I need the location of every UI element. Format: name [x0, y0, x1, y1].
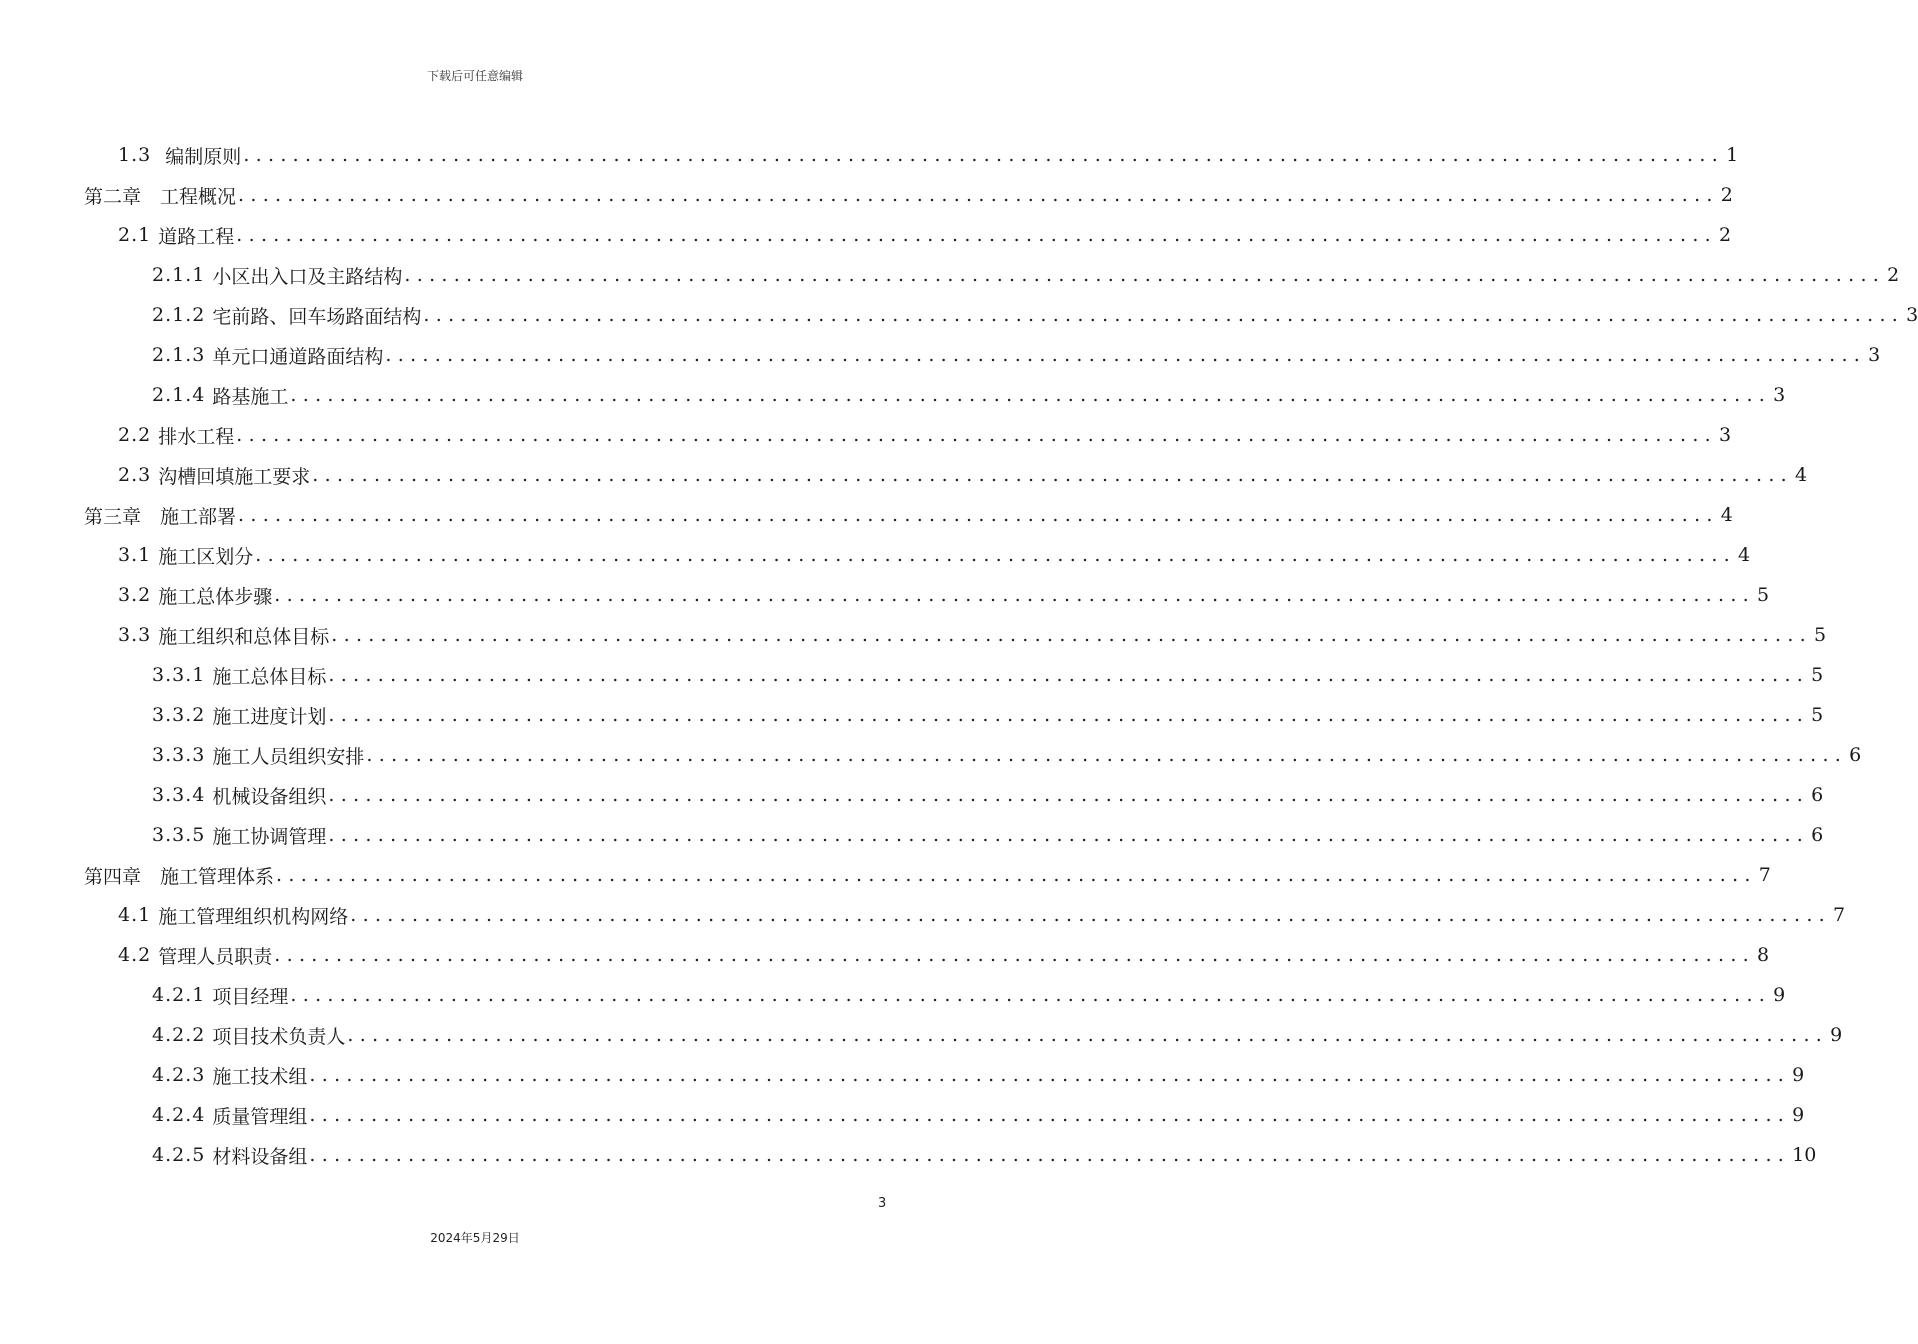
toc-entry-number: 3.3.1	[152, 664, 213, 686]
toc-entry-page: 6	[1811, 784, 1824, 806]
toc-entry[interactable]	[0, 215, 1732, 255]
toc-entry[interactable]	[0, 1055, 1805, 1095]
toc-entry[interactable]	[0, 575, 1770, 615]
toc-entry-number: 2.1	[118, 224, 159, 246]
toc-entry[interactable]	[0, 1135, 1817, 1175]
toc-leader-dots: ........................................................................................................................	[274, 584, 1756, 606]
toc-leader-dots: ........................................................................................................................	[290, 384, 1772, 406]
toc-entry-page: 7	[1833, 904, 1846, 926]
toc-entry-title: 第四章 施工管理体系	[84, 865, 275, 888]
toc-entry-title: 机械设备组织	[212, 785, 327, 808]
toc-entry-page: 6	[1849, 744, 1862, 766]
toc-entry-page: 4	[1795, 464, 1808, 486]
toc-entry-number: 4.2.3	[152, 1064, 213, 1086]
toc-entry-page: 9	[1792, 1064, 1805, 1086]
toc-entry-page: 4	[1738, 544, 1751, 566]
toc-entry-page: 9	[1792, 1104, 1805, 1126]
toc-entry-title: 项目经理	[212, 985, 289, 1008]
toc-entry-title: 道路工程	[158, 225, 235, 248]
toc-entry-number: 2.1.1	[152, 264, 213, 286]
toc-entry-title: 单元口通道路面结构	[212, 345, 384, 368]
toc-entry-number: 4.1	[118, 904, 159, 926]
toc-entry-page: 2	[1719, 224, 1732, 246]
toc-entry[interactable]	[0, 255, 1900, 295]
toc-entry-number: 3.3.5	[152, 824, 213, 846]
toc-entry-page: 8	[1757, 944, 1770, 966]
toc-entry-page: 3	[1773, 384, 1786, 406]
toc-entry[interactable]	[0, 735, 1862, 775]
toc-entry-page: 5	[1757, 584, 1770, 606]
toc-entry[interactable]	[0, 175, 1733, 215]
toc-leader-dots: ........................................................................................................................	[328, 824, 1810, 846]
toc-entry[interactable]	[0, 615, 1827, 655]
toc-entry-title: 管理人员职责	[158, 945, 273, 968]
toc-entry-title: 质量管理组	[212, 1105, 308, 1128]
toc-leader-dots: ........................................................................................................................	[276, 864, 1757, 886]
toc-entry-title: 项目技术负责人	[212, 1025, 346, 1048]
toc-leader-dots: ........................................................................................................................	[238, 184, 1719, 206]
toc-entry[interactable]	[0, 695, 1824, 735]
toc-entry-number: 2.1.4	[152, 384, 213, 406]
toc-entry-page: 3	[1906, 304, 1918, 326]
toc-entry-number: 2.3	[118, 464, 159, 486]
toc-entry-title: 施工组织和总体目标	[158, 625, 330, 648]
toc-leader-dots: ........................................................................................................................	[243, 144, 1725, 166]
toc-leader-dots: ........................................................................................................................	[328, 664, 1810, 686]
toc-entry-title: 施工技术组	[212, 1065, 308, 1088]
header-note: 下载后可任意编辑	[426, 69, 523, 83]
toc-entry-page: 1	[1726, 144, 1739, 166]
toc-leader-dots: ........................................................................................................................	[312, 464, 1794, 486]
toc-leader-dots: ........................................................................................................................	[404, 264, 1886, 286]
toc-entry-page: 5	[1811, 704, 1824, 726]
toc-entry[interactable]	[0, 655, 1824, 695]
toc-entry-title: 施工管理组织机构网络	[158, 905, 349, 928]
toc-entry[interactable]	[0, 1015, 1843, 1055]
toc-entry-page: 5	[1814, 624, 1827, 646]
toc-entry[interactable]	[0, 815, 1824, 855]
toc-entry-page: 2	[1720, 184, 1733, 206]
toc-leader-dots: ........................................................................................................................	[309, 1104, 1791, 1126]
toc-entry[interactable]	[0, 775, 1824, 815]
toc-leader-dots: ........................................................................................................................	[385, 344, 1867, 366]
toc-entry-title: 施工区划分	[158, 545, 254, 568]
toc-entry-title: 路基施工	[212, 385, 289, 408]
toc-entry[interactable]	[0, 495, 1733, 535]
toc-leader-dots: ........................................................................................................................	[309, 1144, 1791, 1166]
footer-date: 2024年5月29日	[430, 1231, 520, 1245]
toc-entry-title: 沟槽回填施工要求	[158, 465, 311, 488]
toc-entry-number: 2.2	[118, 424, 159, 446]
toc-entry[interactable]	[0, 335, 1881, 375]
toc-entry-number: 4.2	[118, 944, 159, 966]
toc-leader-dots: ........................................................................................................................	[423, 304, 1905, 326]
toc-entry-number: 3.1	[118, 544, 159, 566]
toc-entry-title: 宅前路、回车场路面结构	[212, 305, 422, 328]
toc-leader-dots: ........................................................................................................................	[236, 224, 1718, 246]
toc-entry-title: 编制原则	[165, 145, 242, 168]
toc-leader-dots: ........................................................................................................................	[331, 624, 1813, 646]
toc-entry-number: 3.3	[118, 624, 159, 646]
toc-entry-number: 4.2.4	[152, 1104, 213, 1126]
toc-entry-number: 2.1.2	[152, 304, 213, 326]
toc-entry[interactable]	[0, 135, 1739, 175]
toc-entry-title: 施工进度计划	[212, 705, 327, 728]
toc-leader-dots: ........................................................................................................................	[290, 984, 1772, 1006]
toc-entry-page: 3	[1868, 344, 1881, 366]
toc-entry-number: 3.3.2	[152, 704, 213, 726]
toc-entry-number: 1.3	[118, 144, 166, 166]
table-of-contents	[0, 135, 1918, 1175]
toc-entry-number: 4.2.1	[152, 984, 213, 1006]
toc-leader-dots: ........................................................................................................................	[347, 1024, 1829, 1046]
toc-entry-page: 3	[1719, 424, 1732, 446]
toc-entry-page: 4	[1720, 504, 1733, 526]
toc-entry[interactable]	[0, 415, 1732, 455]
toc-entry-title: 材料设备组	[212, 1145, 308, 1168]
toc-leader-dots: ........................................................................................................................	[238, 504, 1719, 526]
toc-entry[interactable]	[0, 455, 1808, 495]
toc-entry-number: 4.2.2	[152, 1024, 213, 1046]
toc-entry-title: 施工总体目标	[212, 665, 327, 688]
toc-leader-dots: ........................................................................................................................	[274, 944, 1756, 966]
toc-entry-title: 施工人员组织安排	[212, 745, 365, 768]
page-number: 3	[878, 1196, 887, 1211]
toc-entry[interactable]	[0, 295, 1918, 335]
toc-entry-title: 施工总体步骤	[158, 585, 273, 608]
toc-entry[interactable]	[0, 975, 1786, 1015]
toc-entry-page: 5	[1811, 664, 1824, 686]
toc-leader-dots: ........................................................................................................................	[236, 424, 1718, 446]
toc-entry-page: 9	[1773, 984, 1786, 1006]
toc-entry-number: 3.3.4	[152, 784, 213, 806]
toc-entry-page: 9	[1830, 1024, 1843, 1046]
toc-entry-title: 第二章 工程概况	[84, 185, 237, 208]
toc-entry-page: 2	[1887, 264, 1900, 286]
toc-entry-number: 3.2	[118, 584, 159, 606]
toc-entry-number: 4.2.5	[152, 1144, 213, 1166]
toc-leader-dots: ........................................................................................................................	[309, 1064, 1791, 1086]
toc-leader-dots: ........................................................................................................................	[366, 744, 1848, 766]
toc-leader-dots: ........................................................................................................................	[350, 904, 1832, 926]
toc-entry-title: 第三章 施工部署	[84, 505, 237, 528]
toc-entry[interactable]	[0, 855, 1771, 895]
toc-leader-dots: ........................................................................................................................	[255, 544, 1737, 566]
toc-entry-page: 10	[1792, 1144, 1817, 1166]
toc-leader-dots: ........................................................................................................................	[328, 784, 1810, 806]
toc-entry[interactable]	[0, 375, 1786, 415]
toc-entry[interactable]	[0, 935, 1770, 975]
toc-leader-dots: ........................................................................................................................	[328, 704, 1810, 726]
toc-entry-number: 3.3.3	[152, 744, 213, 766]
toc-entry-title: 排水工程	[158, 425, 235, 448]
toc-entry-title: 施工协调管理	[212, 825, 327, 848]
toc-entry[interactable]	[0, 535, 1751, 575]
toc-entry[interactable]	[0, 1095, 1805, 1135]
toc-entry-title: 小区出入口及主路结构	[212, 265, 403, 288]
toc-entry[interactable]	[0, 895, 1846, 935]
toc-entry-page: 7	[1758, 864, 1771, 886]
toc-entry-number: 2.1.3	[152, 344, 213, 366]
toc-entry-page: 6	[1811, 824, 1824, 846]
